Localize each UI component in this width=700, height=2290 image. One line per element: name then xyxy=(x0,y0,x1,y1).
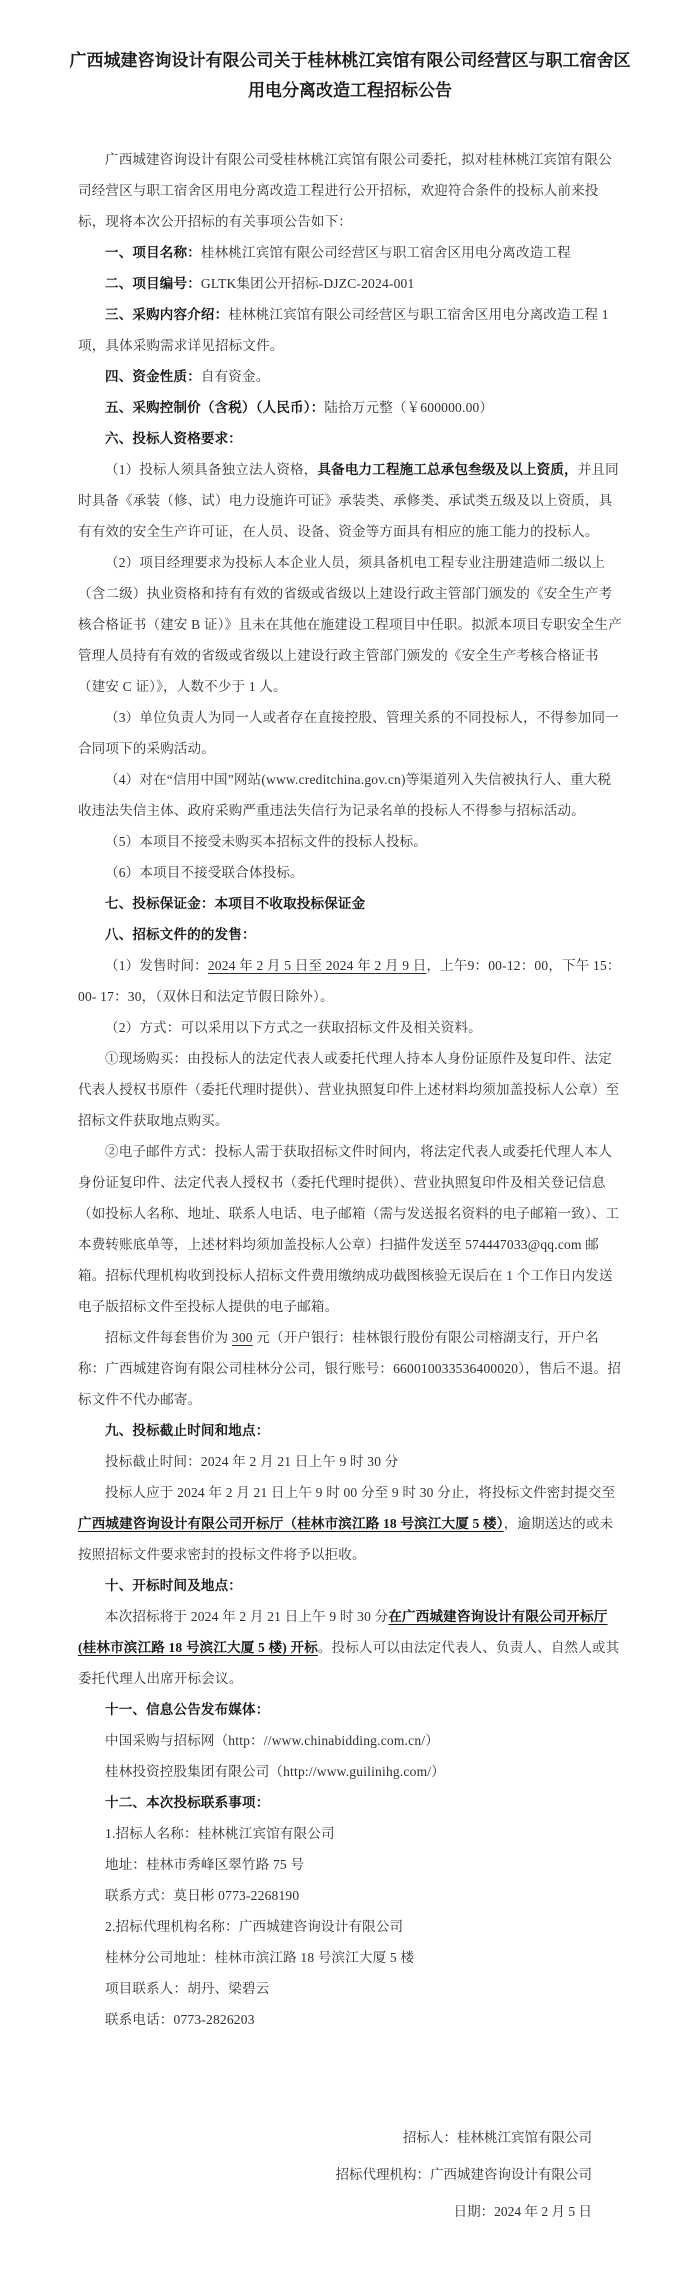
text-run: 陆拾万元整（￥600000.00） xyxy=(324,400,494,415)
text-run: 投标人应于 2024 年 2 月 21 日上午 9 时 00 分至 9 时 30 分止，将投标文件密封提交至 xyxy=(105,1485,616,1500)
text-run: 五、采购控制价（含税）（人民币）： xyxy=(105,400,325,415)
bid-deadline xyxy=(78,1446,622,1477)
text-run: 2.招标代理机构名称：广西城建咨询设计有限公司 xyxy=(105,1919,404,1934)
qualification-item-5 xyxy=(78,826,622,857)
sale-method-onsite xyxy=(78,1043,622,1136)
intro-paragraph xyxy=(78,144,622,237)
text-run: 元（开户银行：桂林银行股份有限公司榕湖支行，开户名称：广西城建咨询有限公司桂林分公司，银行账号：660010033536400020），售后不退。招标文件不代办邮寄。 xyxy=(78,1330,622,1407)
text-run: 中国采购与招标网（http：//www.chinabidding.com.cn/） xyxy=(105,1733,439,1748)
qualification-item-6 xyxy=(78,857,622,888)
section-12-contact-heading xyxy=(78,1787,622,1818)
text-run: 二、项目编号： xyxy=(105,276,201,291)
section-6-qualification-heading xyxy=(78,423,622,454)
text-run: 项目联系人：胡丹、梁碧云 xyxy=(105,1981,270,1996)
text-run: 地址：桂林市秀峰区翠竹路 75 号 xyxy=(105,1857,305,1872)
text-run: 四、资金性质： xyxy=(105,369,201,384)
section-10-opening-heading xyxy=(78,1570,622,1601)
section-11-media-heading xyxy=(78,1694,622,1725)
text-run: （3）单位负责人为同一人或者存在直接控股、管理关系的不同投标人，不得参加同一合同项下的采购活动。 xyxy=(78,710,619,756)
project-contacts xyxy=(78,1973,622,2004)
tenderer-address xyxy=(78,1849,622,1880)
text-run: 招标文件每套售价为 xyxy=(105,1330,232,1345)
section-8-document-sale-heading xyxy=(78,919,622,950)
text-run: 桂林桃江宾馆有限公司经营区与职工宿舍区用电分离改造工程 1 项，具体采购需求详见招标文件。 xyxy=(78,307,609,353)
bid-opening xyxy=(78,1601,622,1694)
text-run: 并且同时具备《承装（修、试）电力设施许可证》承装类、承修类、承试类五级及以上资质，具有有效的安全生产许可证，在人员、设备、资金等方面具有相应的施工能力的投标人。 xyxy=(78,462,619,539)
text-run: 在广西城建咨询设计有限公司开标厅(桂林市滨江路 18 号滨江大厦 5 楼) 开标 xyxy=(78,1609,608,1655)
text-run: 2024 年 2 月 5 日至 2024 年 2 月 9 日 xyxy=(207,958,427,973)
tenderer-name xyxy=(78,1818,622,1849)
text-run: 十二、本次投标联系事项： xyxy=(105,1795,270,1810)
text-run: 八、招标文件的的发售： xyxy=(105,927,256,942)
agency-name xyxy=(78,1911,622,1942)
text-run: 自有资金。 xyxy=(200,369,270,384)
media-chinabidding xyxy=(78,1725,622,1756)
text-run: ，逾期送达的或未按照招标文件要求密封的投标文件将予以拒收。 xyxy=(78,1516,614,1562)
text-run: 六、投标人资格要求： xyxy=(105,431,242,446)
text-run: 三、采购内容介绍： xyxy=(105,307,229,322)
qualification-item-1 xyxy=(78,454,622,547)
text-run: （1）发售时间： xyxy=(105,958,208,973)
sale-method xyxy=(78,1012,622,1043)
bid-submission xyxy=(78,1477,622,1570)
text-run: 十、开标时间及地点： xyxy=(105,1578,242,1593)
section-7-bid-bond xyxy=(78,888,622,919)
qualification-item-4 xyxy=(78,764,622,826)
qualification-item-3 xyxy=(78,702,622,764)
text-run: GLTK集团公开招标-DJZC-2024-001 xyxy=(200,276,415,291)
section-2-project-number xyxy=(78,268,622,299)
text-run: 九、投标截止时间和地点： xyxy=(105,1423,270,1438)
tenderer-contact xyxy=(78,1880,622,1911)
text-run: 广西城建咨询设计有限公司开标厅（桂林市滨江路 18 号滨江大厦 5 楼） xyxy=(78,1516,504,1531)
sale-time xyxy=(78,950,622,1012)
agency-address xyxy=(78,1942,622,1973)
text-run: 联系方式：莫日彬 0773-2268190 xyxy=(105,1888,300,1903)
text-run: 十一、信息公告发布媒体： xyxy=(105,1702,270,1717)
text-run: （6）本项目不接受联合体投标。 xyxy=(105,865,304,880)
text-run: 七、投标保证金：本项目不收取投标保证金 xyxy=(105,896,366,911)
text-run: 桂林投资控股集团有限公司（http://www.guilinihg.com/） xyxy=(105,1764,445,1779)
text-run: 本次招标将于 2024 年 2 月 21 日上午 9 时 30 分 xyxy=(105,1609,389,1624)
text-run: （2）项目经理要求为投标人本企业人员，须具备机电工程专业注册建造师二级以上（含二级）执业资格和持有有效的省级或省级以上建设行政主管部门颁发的《安全生产考核合格证书（建安 B 证）》且未在其他在施建设工程项目中任职。拟派本项目专职安全生产管理人员持有有效的省级或省级以上建设行政主管部门颁发的《安全生产考核合格证书（建安 C 证）》，人数不少于 1 人。 xyxy=(78,555,622,694)
page-title: 广西城建咨询设计有限公司关于桂林桃江宾馆有限公司经营区与职工宿舍区用电分离改造工程招标公告 xyxy=(69,51,631,100)
text-run: ，上午9：00-12：00，下午 15：00- 17：30，（双休日和法定节假日除外）。 xyxy=(78,958,621,1004)
media-guilin-holding xyxy=(78,1756,622,1787)
text-run: 联系电话：0773-2826203 xyxy=(105,2012,255,2027)
signature-date: 日期：2024 年 2 月 5 日 xyxy=(453,2204,592,2219)
section-9-deadline-heading xyxy=(78,1415,622,1446)
text-run: （1）投标人须具备独立法人资格， xyxy=(105,462,318,477)
text-run: （4）对在“信用中国”网站(www.creditchina.gov.cn)等渠道列入失信被执行人、重大税收违法失信主体、政府采购严重违法失信行为记录名单的投标人不得参与招标活动。 xyxy=(78,772,612,818)
text-run: 。投标人可以由法定代表人、负责人、自然人或其委托代理人出席开标会议。 xyxy=(78,1640,620,1686)
document-body xyxy=(78,144,622,2035)
signature-block xyxy=(78,2119,622,2230)
text-run: ①现场购买：由投标人的法定代表人或委托代理人持本人身份证原件及复印件、法定代表人授权书原件（委托代理时提供）、营业执照复印件上述材料均须加盖投标人公章）至招标文件获取地点购买。 xyxy=(78,1051,620,1128)
contact-phone xyxy=(78,2004,622,2035)
text-run: 具备电力工程施工总承包叁级及以上资质， xyxy=(317,462,578,477)
text-run: 投标截止时间：2024 年 2 月 21 日上午 9 时 30 分 xyxy=(105,1454,399,1469)
text-run: 一、项目名称： xyxy=(105,245,201,260)
section-3-procurement-content xyxy=(78,299,622,361)
text-run: 1.招标人名称：桂林桃江宾馆有限公司 xyxy=(105,1826,335,1841)
text-run: 桂林桃江宾馆有限公司经营区与职工宿舍区用电分离改造工程 xyxy=(200,245,571,260)
section-4-fund-nature xyxy=(78,361,622,392)
text-run: （2）方式：可以采用以下方式之一获取招标文件及相关资料。 xyxy=(105,1020,482,1035)
sale-method-email xyxy=(78,1136,622,1322)
text-run: ②电子邮件方式：投标人需于获取招标文件时间内，将法定代表人或委托代理人本人身份证复印件、法定代表人授权书（委托代理时提供）、营业执照复印件及相关登记信息（如投标人名称、地址、联系人电话、电子邮箱（需与发送报名资料的电子邮箱一致）、工本费转账底单等，上述材料均须加盖投标人公章）扫描件发送至 574447033@qq.com 邮箱。招标代理机构收到投标人招标文件费用缴纳成功截图核验无误后在 1 个工作日内发送电子版招标文件至投标人提供的电子邮箱。 xyxy=(78,1144,620,1314)
text-run: 广西城建咨询设计有限公司受桂林桃江宾馆有限公司委托，拟对桂林桃江宾馆有限公司经营区与职工宿舍区用电分离改造工程进行公开招标，欢迎符合条件的投标人前来投标，现将本次公开招标的有关事项公告如下： xyxy=(78,152,612,229)
document-price xyxy=(78,1322,622,1415)
text-run: 桂林分公司地址：桂林市滨江路 18 号滨江大厦 5 楼 xyxy=(105,1950,415,1965)
signature-bidder: 招标人：桂林桃江宾馆有限公司 xyxy=(403,2130,592,2145)
text-run: 300 xyxy=(231,1330,253,1345)
qualification-item-2 xyxy=(78,547,622,702)
signature-agency: 招标代理机构：广西城建咨询设计有限公司 xyxy=(335,2167,592,2182)
text-run: （5）本项目不接受未购买本招标文件的投标人投标。 xyxy=(105,834,428,849)
section-5-control-price xyxy=(78,392,622,423)
section-1-project-name xyxy=(78,237,622,268)
